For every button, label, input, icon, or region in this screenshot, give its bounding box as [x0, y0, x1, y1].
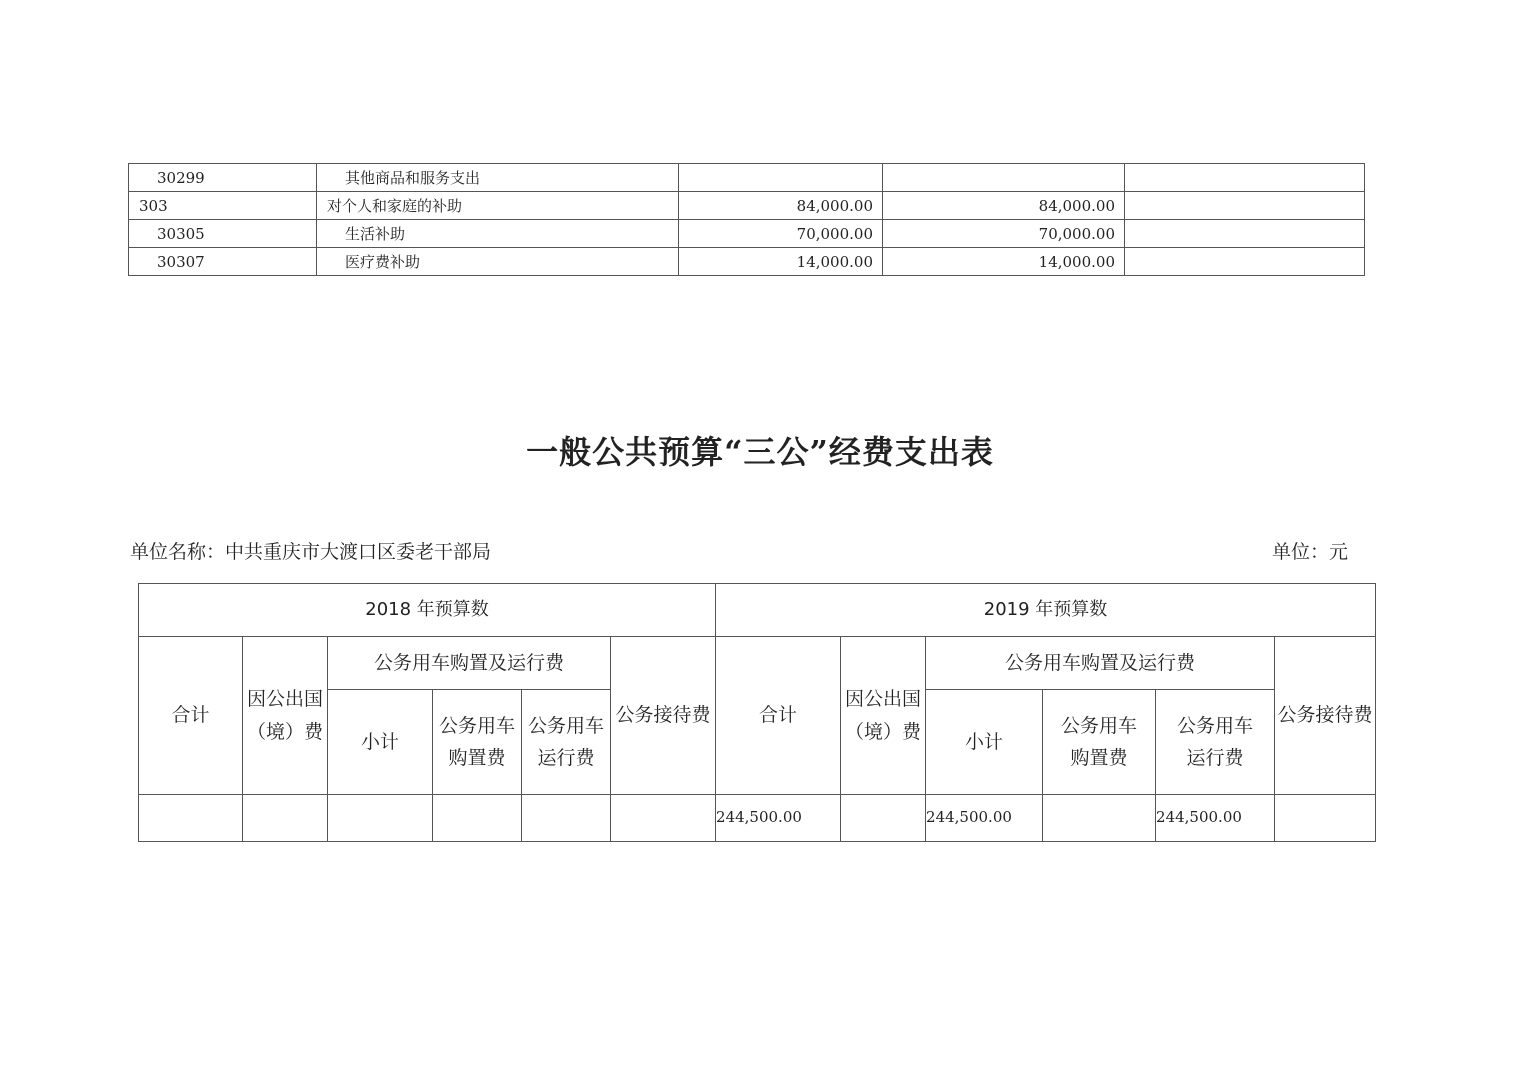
- subtotal-header: 小计: [328, 690, 433, 795]
- table-row: [129, 220, 1365, 248]
- value-cell: [328, 795, 433, 842]
- table-row: [129, 164, 1365, 192]
- abroad-header: [243, 637, 328, 795]
- table-row: [139, 795, 1376, 842]
- abroad-header-line1: 因公出国: [845, 688, 922, 711]
- row-amount: [1125, 192, 1365, 220]
- vehicle-group-header: 公务用车购置及运行费: [328, 637, 611, 690]
- value-cell: [1043, 795, 1156, 842]
- value-cell: [433, 795, 522, 842]
- operation-header: [1156, 690, 1275, 795]
- row-code: 30299: [129, 164, 317, 192]
- row-amount: 70,000.00: [679, 220, 883, 248]
- purchase-header-line1: 公务用车: [1061, 714, 1138, 737]
- vehicle-group-header: 公务用车购置及运行费: [926, 637, 1275, 690]
- operation-header: [522, 690, 611, 795]
- row-code: 303: [129, 192, 317, 220]
- subtotal-header: 小计: [926, 690, 1043, 795]
- row-name: 生活补助: [317, 220, 679, 248]
- total-header: 合计: [716, 637, 841, 795]
- row-amount: [1125, 220, 1365, 248]
- value-cell: [139, 795, 243, 842]
- row-name: 医疗费补助: [317, 248, 679, 276]
- row-amount: 70,000.00: [883, 220, 1125, 248]
- row-amount: [1125, 164, 1365, 192]
- row-code: 30307: [129, 248, 317, 276]
- row-amount: 14,000.00: [883, 248, 1125, 276]
- table-row: [129, 248, 1365, 276]
- value-cell: 244,500.00: [926, 795, 1043, 842]
- row-amount: 84,000.00: [883, 192, 1125, 220]
- value-cell: 244,500.00: [1156, 795, 1275, 842]
- value-cell: [611, 795, 716, 842]
- row-amount: 14,000.00: [679, 248, 883, 276]
- row-amount: 84,000.00: [679, 192, 883, 220]
- row-amount: [1125, 248, 1365, 276]
- reception-header: 公务接待费: [611, 637, 716, 795]
- expense-detail-table: [128, 163, 1365, 276]
- table-row: [129, 192, 1365, 220]
- row-name: 对个人和家庭的补助: [317, 192, 679, 220]
- purchase-header: [1043, 690, 1156, 795]
- row-amount: [679, 164, 883, 192]
- value-cell: [522, 795, 611, 842]
- purchase-header-line1: 公务用车: [438, 714, 515, 737]
- row-name: 其他商品和服务支出: [317, 164, 679, 192]
- operation-header-line2: 运行费: [1186, 747, 1244, 769]
- row-amount: [883, 164, 1125, 192]
- abroad-header-line1: 因公出国: [246, 688, 323, 711]
- value-cell: [1275, 795, 1376, 842]
- abroad-header-line2: （境）费: [246, 720, 323, 743]
- operation-header-line1: 公务用车: [1177, 714, 1254, 737]
- total-header: 合计: [139, 637, 243, 795]
- purchase-header: [433, 690, 522, 795]
- page-title: 一般公共预算“三公”经费支出表: [526, 433, 994, 471]
- value-cell: [841, 795, 926, 842]
- column-header-row: [139, 637, 1376, 690]
- year-2018-header: 2018 年预算数: [139, 584, 716, 637]
- year-2019-header: 2019 年预算数: [716, 584, 1376, 637]
- unit-label: 单位：元: [1272, 541, 1349, 563]
- abroad-header: [841, 637, 926, 795]
- value-cell: 244,500.00: [716, 795, 841, 842]
- row-code: 30305: [129, 220, 317, 248]
- purchase-header-line2: 购置费: [1070, 747, 1128, 769]
- unit-name: 单位名称：中共重庆市大渡口区委老干部局: [130, 541, 492, 563]
- abroad-header-line2: （境）费: [845, 720, 922, 743]
- reception-header: 公务接待费: [1275, 637, 1376, 795]
- three-public-expenses-table: [138, 583, 1376, 842]
- year-header-row: [139, 584, 1376, 637]
- purchase-header-line2: 购置费: [448, 747, 506, 769]
- value-cell: [243, 795, 328, 842]
- operation-header-line1: 公务用车: [527, 714, 604, 737]
- operation-header-line2: 运行费: [537, 747, 595, 769]
